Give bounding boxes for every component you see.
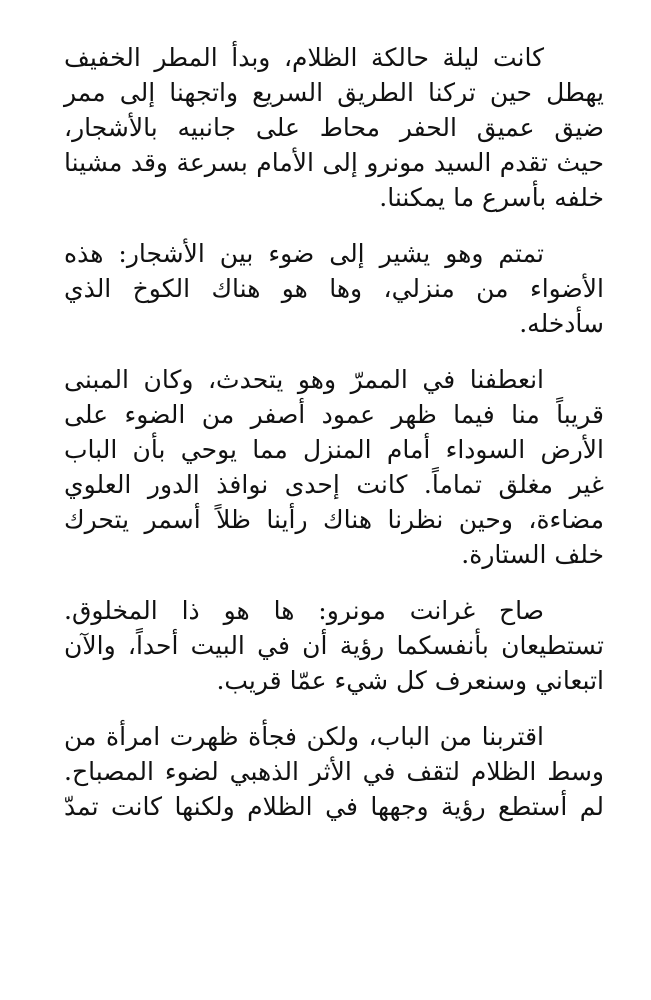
text-line: اقتربنا من الباب، ولكن فجأة ظهرت امرأة من [64,722,544,751]
text-line: تمتم وهو يشير إلى ضوء بين الأشجار: هذه [64,239,544,268]
text-line: لم أستطع رؤية وجهها في الظلام ولكنها كانت تمدّ [64,792,604,821]
paragraph-2 [64,236,604,341]
text-line: غير مغلق تماماً. كانت إحدى نوافذ الدور العلوي [64,470,604,499]
text-line: يهطل حين تركنا الطريق السريع واتجهنا إلى ممر [64,78,604,107]
text-line: مضاءة، وحين نظرنا هناك رأينا ظلاً أسمر يتحرك [64,505,604,534]
text-line: الأضواء من منزلي، وها هو هناك الكوخ الذي [64,274,604,303]
text-line: خلف الستارة. [461,540,604,569]
paragraph-4 [64,593,604,698]
paragraph-3 [64,362,604,572]
text-line: خلفه بأسرع ما يمكننا. [379,183,604,212]
text-line: اتبعاني وسنعرف كل شيء عمّا قريب. [216,666,604,695]
text-line: كانت ليلة حالكة الظلام، وبدأ المطر الخفيف [64,43,544,72]
text-line: الأرض السوداء أمام المنزل مما يوحي بأن الباب [64,435,604,464]
text-line: وسط الظلام لتقف في الأثر الذهبي لضوء المصباح. [64,757,604,786]
text-line: صاح غرانت مونرو: ها هو ذا المخلوق. [64,596,544,625]
text-line: تستطيعان بأنفسكما رؤية أن في البيت أحداً، والآن [64,631,604,660]
text-line: حيث تقدم السيد مونرو إلى الأمام بسرعة وقد مشينا [64,148,604,177]
paragraph-1 [64,40,604,215]
text-line: سأدخله. [519,309,604,338]
paragraph-5 [64,719,604,824]
text-line: ضيق عميق الحفر محاط على جانبيه بالأشجار، [64,113,604,142]
page-body [64,40,604,845]
text-line: قريباً منا فيما ظهر عمود أصفر من الضوء على [64,400,604,429]
text-line: انعطفنا في الممرّ وهو يتحدث، وكان المبنى [64,365,544,394]
